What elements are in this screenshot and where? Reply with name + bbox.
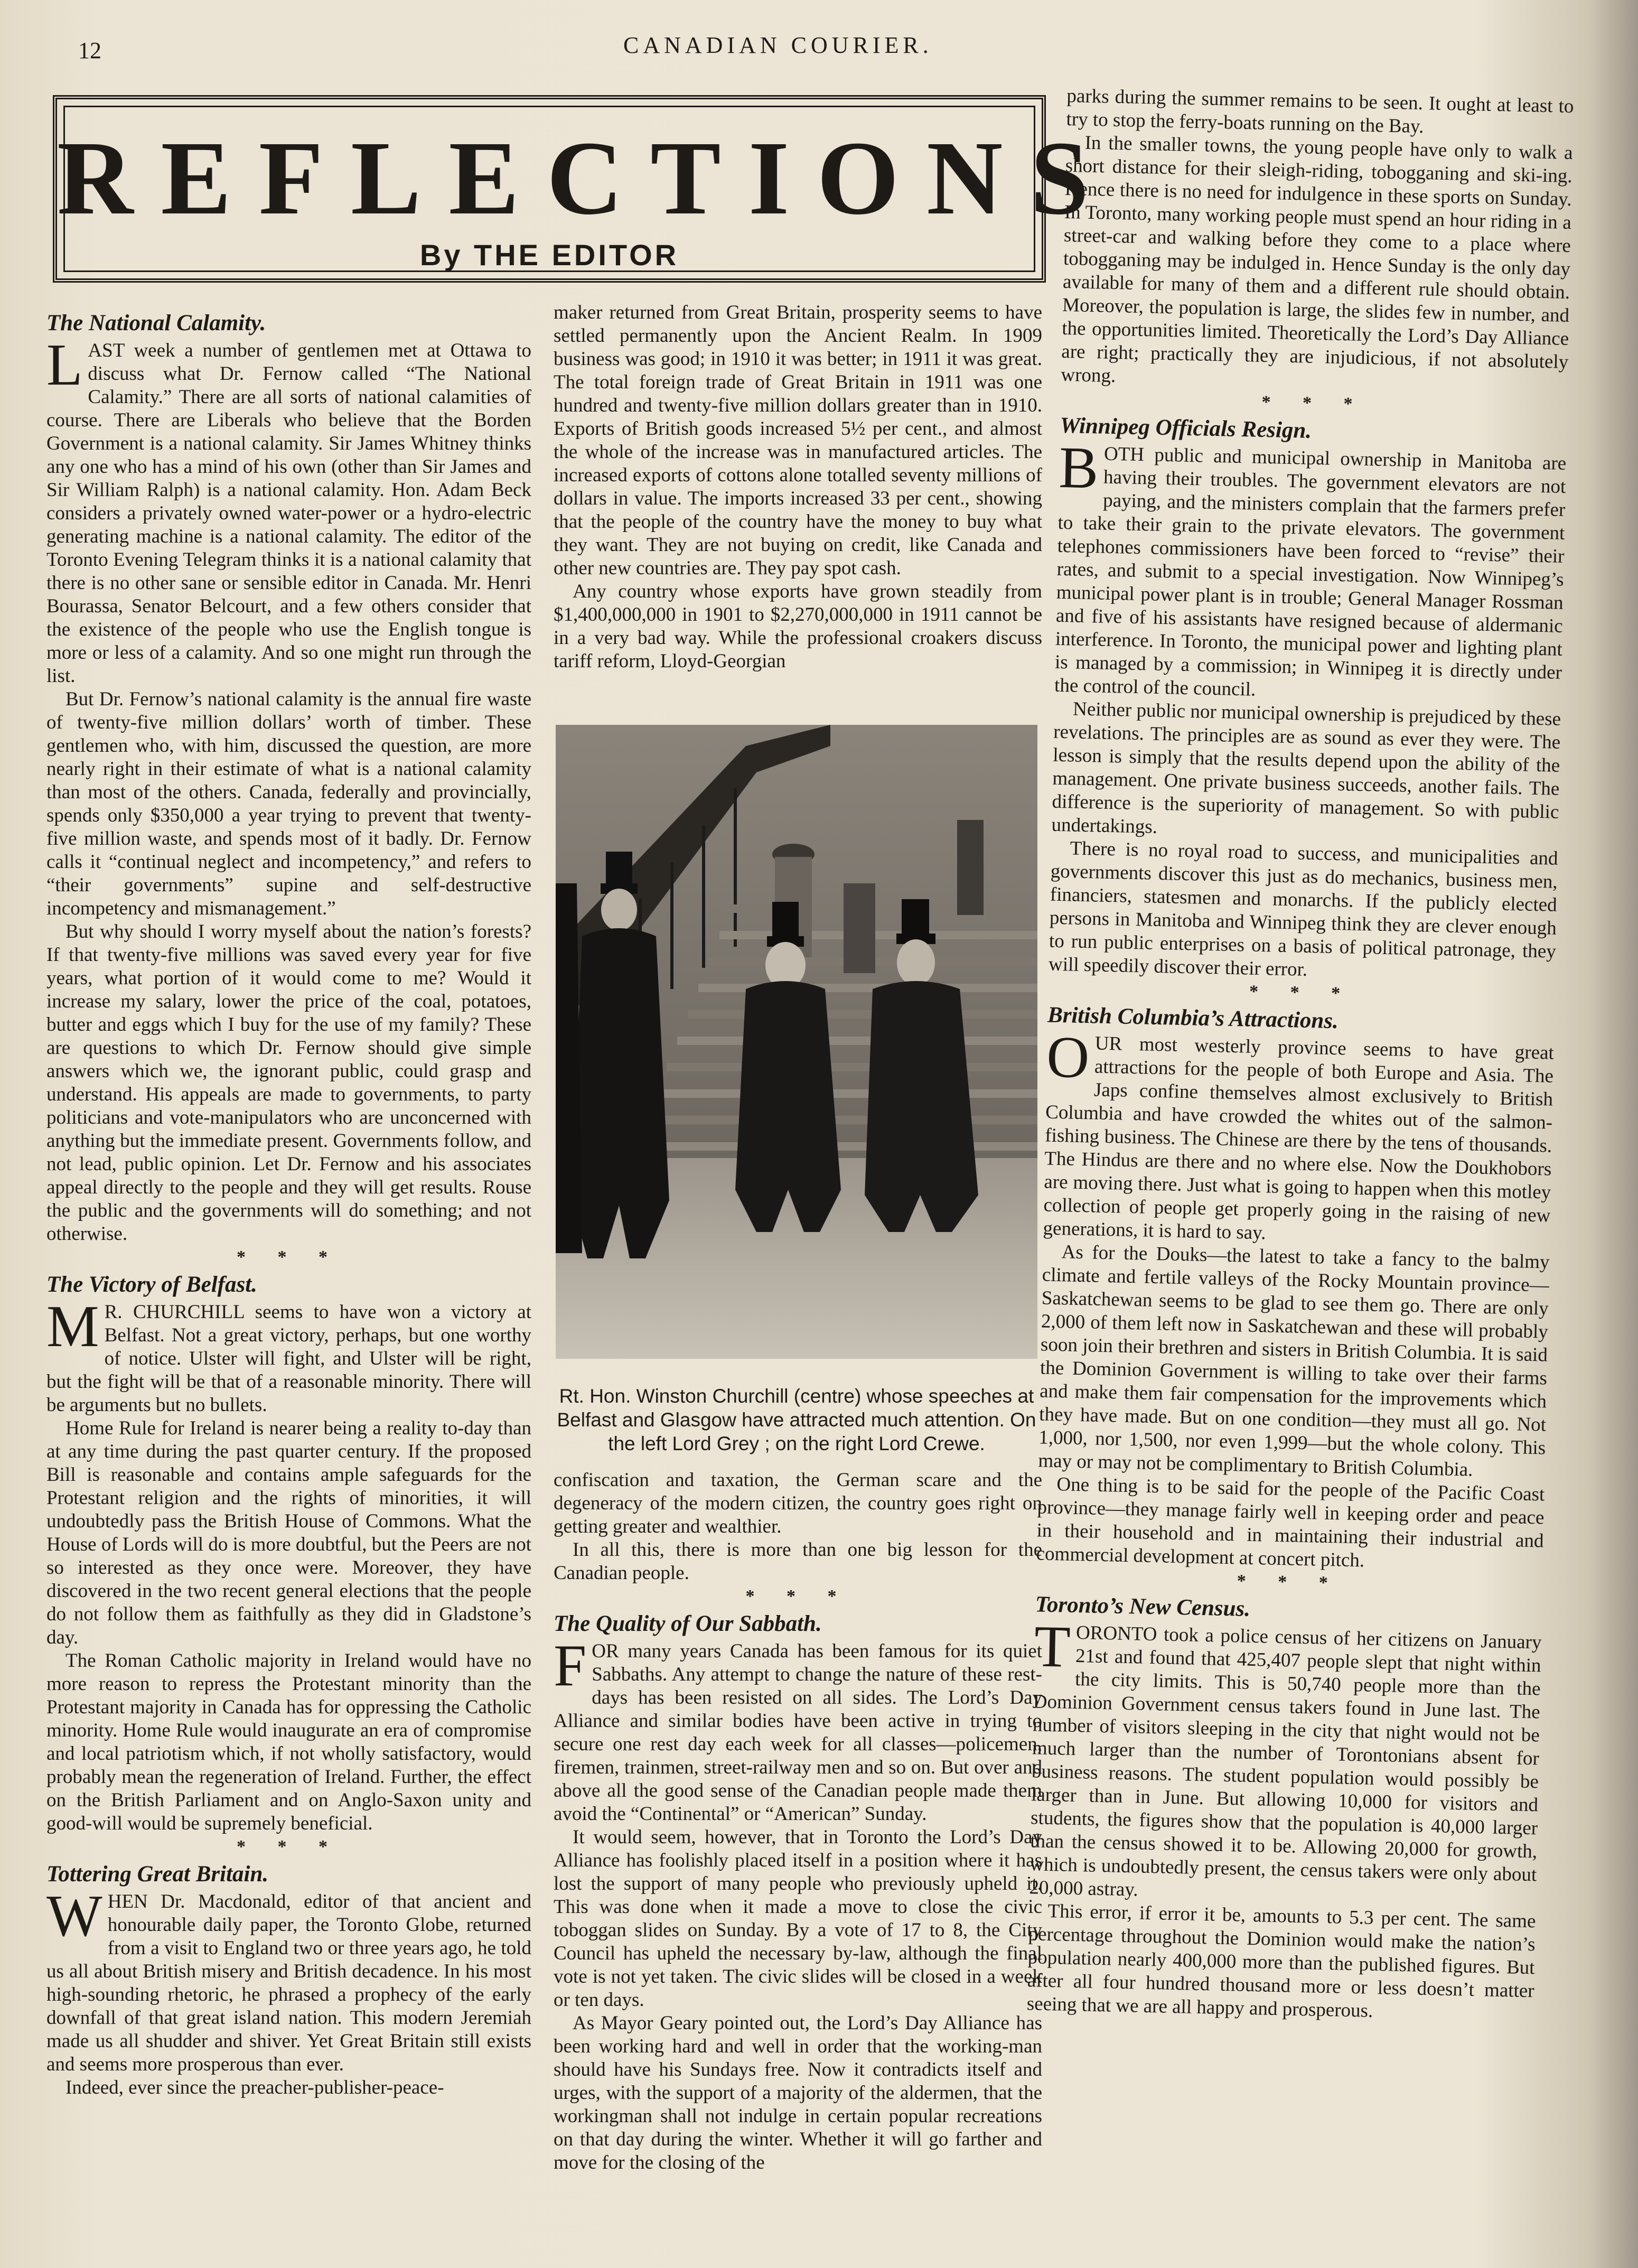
section-divider: * * * [237,1247,341,1267]
column-2-lower [554,1469,1042,2174]
section-heading-tottering-britain: Tottering Great Britain. [46,1862,269,1887]
paragraph-text: OTH public and municipal ownership in Manitoba are having their troubles. The government elevators are not paying, and the ministers complain that the farmers prefer to take their grain to the private elevators. The government telephones commissioners have been forced to “revise” their rates, and submit to a special investigation. Now Winnipeg’s municipal power plant is in trouble; General Manager Rossman and five of his assistants have resigned because of aldermanic interference. In Toronto, the municipal power and lighting plant is managed by a commission; in Winnipeg it is directly under the control of the council. [1054,443,1567,701]
paragraph: But why should I worry myself about the nation’s forests? If that twenty-five millions was saved every year for five years, what portion of it would come to me? Would it increase my salary, lower the price of the coal, potatoes, butter and eggs which I buy for the use of my family? These are questions to which Dr. Fernow should give simple answers which we, the ignorant public, could grasp and understand. His appeals are made to governments, to party politicians and vote-manipulators who are unconcerned with anything but the immediate present. Governments follow, and not lead, public opinion. Let Dr. Fernow and his associates appeal directly to the people and they will get results. Rouse the public and the governments will do something; and not otherwise. [46,921,531,1245]
section-heading-british-columbia: British Columbia’s Attractions. [1047,1002,1339,1034]
paragraph [46,332,531,688]
paragraph: One thing is to be said for the people of the Pacific Coast province—they manage fairly well in keeping order and peace in their household and in maintaining their industrial and commercial development at concert pitch. [1036,1473,1545,1572]
masthead-byline: By THE EDITOR [419,238,679,272]
paragraph: maker returned from Great Britain, prosperity seems to have settled permanently upon the Ancient Realm. In 1909 business was good; in 1910 it was better; in 1911 it was great. The total foreign trade of Great Britain in 1911 was one hundred and twenty-five million dollars greater than in 1910. Exports of British goods increased 5½ per cent., and almost the whole of the increase was in manufactured articles. The increased exports of cottons alone totalled seventy millions of dollars in value. The imports increased 33 per cent., showing that the people of the country have the money to buy what they want. They are not buying on credit, like Canada and other new countries are. They pay spot cash. [554,302,1042,579]
section-heading-victory-belfast: The Victory of Belfast. [46,1272,257,1297]
paragraph [1054,434,1567,708]
paragraph [1029,1613,1542,1910]
paragraph-text: HEN Dr. Macdonald, editor of that ancient and honourable daily paper, the Toronto Globe, returned from a visit to England two or three years ago, he told us all about British misery and British decadence. In his most high-sounding rhetoric, he phrased a prophecy of the early downfall of that great island nation. This modern Jeremiah made us all shudder and shiver. Yet Great Britain still exists and seems more prosperous than ever. [46,1891,531,2075]
section-divider: * * * [1237,1571,1342,1593]
paragraph: The Roman Catholic majority in Ireland would have no more reason to repress the Protestant minority than the Protestant majority in Canada has for oppressing the Catholic minority. Home Rule would inaugurate an era of compromise and local patriotism which, if not wholly satisfactory, would probably mean the regeneration of Ireland. Further, the effect on the British Parliament and on Anglo-Saxon unity and good-will would be supremely beneficial. [46,1650,531,1834]
paragraph: It would seem, however, that in Toronto the Lord’s Day Alliance has foolishly placed itself in a position where it has lost the support of many people who previously upheld it. This was done when it made a move to close the civic toboggan slides on Sunday. By a vote of 17 to 8, the City Council has upheld the necessary by-law, although the final vote is not yet taken. The civic slides will be closed in a week or ten days. [554,1826,1042,2011]
paragraph-text: ORONTO took a police census of her citizens on January 21st and found that 425,407 people slept that night within the city limits. This is 50,740 people more than the Dominion Government census takers found in June last. The number of visitors sleeping in the city that night would not be much larger than the number of Torontonians absent for business reasons. The student population would possibly be larger than in June. But allowing 10,000 for visitors and students, the figures show that the population is 40,000 larger than the census showed it to be. Allowing 20,000 for growth, which is undoubtedly present, the census takers were only about 20,000 astray. [1029,1622,1542,1901]
drop-cap: M [46,1294,99,1359]
section-heading-winnipeg-officials: Winnipeg Officials Resign. [1059,413,1312,443]
page-number: 12 [78,38,101,63]
section-divider: * * * [237,1837,341,1856]
paragraph: parks during the summer remains to be seen. It ought at least to try to stop the ferry-boats running on the Bay. [1066,85,1574,138]
paragraph-text: AST week a number of gentlemen met at Ottawa to discuss what Dr. Fernow called “The National Calamity.” There are all sorts of national calamities of course. There are Liberals who believe that the Borden Government is a national calamity. Sir James Whitney thinks any one who has a mind of his own (other than Sir James and Sir William Ralph) is a national calamity. Hon. Adam Beck considers a privately owned water-power or a hydro-electric generating machine is a national calamity. The editor of the Toronto Evening Telegram thinks it is a national calamity that there is no other sane or sensible editor in Canada. Mr. Henri Bourassa, Senator Belcourt, and a few others consider that the existence of the people who use the English tongue is more or less of a calamity. And so one might run through the list. [46,340,531,687]
paragraph: In the smaller towns, the young people have only to walk a short distance for their sleigh-riding, tobogganing and ski-ing. Hence there is no need for indulgence in these sports on Sunday. In Toronto, many working people must spend an hour riding in a street-car and walking before they come to a place where tobogganing may be indulged in. Hence Sunday is the only day available for many of them and a different rule should obtain. Moreover, the population is large, the slides few in number, and the opportunities limited. Theoretically the Lord’s Day Alliance are right; practically they are injudicious, if not absolutely wrong. [1061,132,1573,387]
masthead-box [53,95,1117,283]
paragraph: But Dr. Fernow’s national calamity is the annual fire waste of twenty-five million dollars’ worth of timber. These gentlemen who, with him, discussed the question, are more nearly right in their estimate of what is a national calamity than most of the others. Canada, federally and provincially, spends only $350,000 a year trying to prevent that twenty-five million waste, and spends most of it badly. Dr. Fernow calls it “continual neglect and incompetency,” and refers to “their governments” supine and self-destructive incompetency and mismanagement.” [46,688,531,919]
drop-cap: O [1046,1024,1090,1091]
paragraph: This error, if error it be, amounts to 5.3 per cent. The same percentage throughout the Dominion would make the nation’s population nearly 400,000 more than the published figures. But after all four hundred thousand more or less doesn’t matter seeing that we are all happy and prosperous. [1026,1900,1536,2022]
masthead-title: REFLECTIONS [57,120,1117,237]
drop-cap: B [1058,434,1099,501]
paragraph: In all this, there is more than one big lesson for the Canadian people. [554,1539,1042,1584]
paragraph [1043,1024,1555,1251]
photo-caption: Rt. Hon. Winston Churchill (centre) whose speeches at Belfast and Glasgow have attracted much attention. On the left Lord Grey ; on the right Lord Crewe. [557,1385,1036,1454]
section-divider: * * * [745,1586,850,1606]
paragraph: There is no royal road to success, and municipalities and governments discover this just as do mechanics, business men, financiers, statesmen and monarchs. If the publicly elected persons in Manitoba and Winnipeg think they are clever enough to run public enterprises on a basis of political patronage, they will speedily discover their error. [1048,837,1558,981]
column-3 [1026,85,1574,2026]
section-heading-national-calamity: The National Calamity. [46,311,266,335]
paragraph: As for the Douks—the latest to take a fancy to the balmy climate and fertile valleys of the Rocky Mountain province—Saskatchewan seems to be glad to see them go. There are only 2,000 of them left now in Saskatchewan and these will probably soon join their brethren and sisters in British Columbia. It is said the Dominion Government is willing to take over their farms and make them fair compensation for the improvements which they have made. But on one condition—they must all go. Not 1,000, nor 1,500, nor even 1,999—but the whole colony. This may or may not be complimentary to British Columbia. [1038,1241,1550,1481]
paragraph-text: R. CHURCHILL seems to have won a victory at Belfast. Not a great victory, perhaps, but one worthy of notice. Ulster will fight, and Ulster will be right, but the fight will be that of a reasonable minority. There will be arguments but no bullets. [46,1301,531,1416]
paragraph: Home Rule for Ireland is nearer being a reality to-day than at any time during the past quarter century. If the proposed Bill is reasonable and contains ample safeguards for the Protestant religion and the rights of minorities, it will undoubtedly pass the British House of Commons. What the House of Lords will do is more doubtful, but the Peers are not so interested as they once were. Moreover, they have discovered in the two recent general elections that the people do not follow them as faithfully as they did in Gladstone’s day. [46,1417,531,1648]
running-head: CANADIAN COURIER. [623,32,933,58]
photograph-illustration [556,725,1037,1359]
drop-cap: F [554,1633,587,1698]
paragraph [46,1294,531,1417]
paragraph-text: OR many years Canada has been famous for its quiet Sabbaths. Any attempt to change the nature of these rest-days has been resisted on all sides. The Lord’s Day Alliance and similar bodies have been active in trying to secure one rest day each week for all classes—policemen, firemen, trainmen, street-railway men and so on. But over and above all the good sense of the Canadian people made them avoid the “Continental” or “American” Sunday. [554,1640,1042,1825]
paragraph [554,1633,1042,1826]
paragraph: Neither public nor municipal ownership is prejudiced by these revelations. The principles are as sound as ever they were. The lesson is simply that the results depend upon the ability of the management. One private business succeeds, another fails. The difference is the superiority of management. So with public undertakings. [1051,698,1561,838]
section-heading-quality-sabbath: The Quality of Our Sabbath. [554,1611,822,1636]
paragraph: Any country whose exports have grown steadily from $1,400,000,000 in 1901 to $2,270,000,000 in 1911 cannot be in a very bad way. While the professional croakers discuss tariff reform, Lloyd-Georgian [554,581,1042,672]
paragraph: As Mayor Geary pointed out, the Lord’s Day Alliance has been working hard and well in order that the working-man should have his Sundays free. Now it contradicts itself and urges, with the support of a majority of the aldermen, that the workingman shall not indulge in certain popular recreations on that day during the winter. Whether it will go farther and move for the closing of the [554,2012,1042,2173]
drop-cap: T [1033,1613,1071,1680]
photograph [556,725,1037,1359]
section-divider: * * * [1249,982,1354,1004]
drop-cap: L [46,332,83,398]
section-divider: * * * [1261,392,1366,414]
section-heading-toronto-census: Toronto’s New Census. [1035,1592,1251,1621]
column-1 [46,306,531,2099]
paragraph-text: UR most westerly province seems to have great attractions for the people of both Europe and Asia. The Japs confine themselves almost exclusively to British Columbia and have crowded the whites out of the salmon-fishing business. The Chinese are there by the tens of thousands. The Hindus are there and no where else. Now the Doukhobors are moving there. Just what is going to happen when this motley collection of people get properly going in the raising of new generations, it is hard to say. [1043,1032,1555,1244]
column-2-upper [554,301,1042,673]
paragraph: confiscation and taxation, the German scare and the degeneracy of the modern citizen, the country goes right on getting greater and wealthier. [554,1469,1042,1537]
paragraph: Indeed, ever since the preacher-publisher-peace- [65,2077,444,2098]
drop-cap: W [46,1883,102,1949]
paragraph [46,1883,531,2076]
